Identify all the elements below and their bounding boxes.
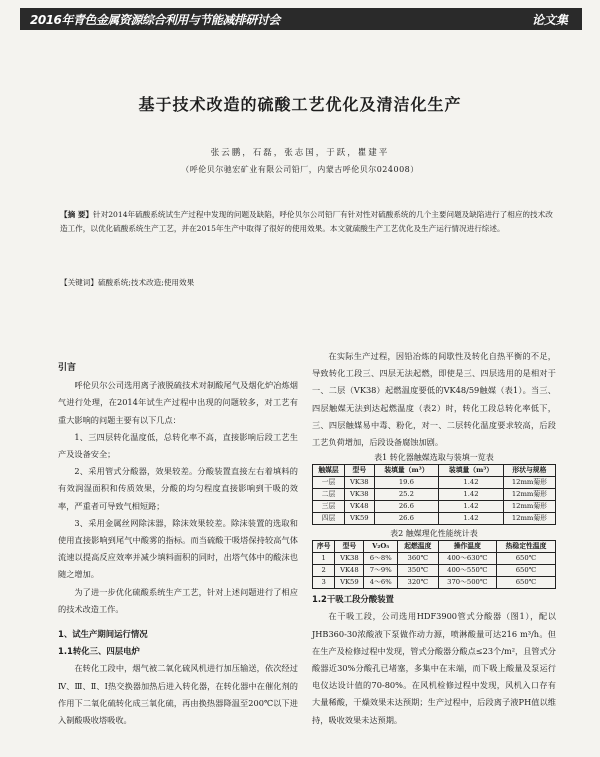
abstract-label: 【摘 要】 [60, 210, 94, 219]
table-cell: VK59 [335, 577, 364, 589]
table2-caption: 表2 触媒理化性能统计表 [390, 529, 478, 539]
table-header-cell: 起燃温度 [397, 541, 438, 553]
table-cell: 1.42 [439, 501, 504, 513]
table-cell: VK48 [335, 565, 364, 577]
table-cell: 1.42 [439, 513, 504, 525]
table-cell: 12mm菊形 [503, 501, 555, 513]
table-cell: 7～9% [364, 565, 398, 577]
table-cell: 12mm菊形 [503, 489, 555, 501]
table-header-cell: 热稳定性温度 [497, 541, 556, 553]
table-cell: 320℃ [397, 577, 438, 589]
table-cell: 26.6 [374, 501, 439, 513]
table-header-cell: 装填量（m³） [374, 465, 439, 477]
table-header-cell: 型号 [335, 541, 364, 553]
table-cell: 19.6 [374, 477, 439, 489]
table-header-cell: 触媒层 [313, 465, 345, 477]
table2-catalyst-properties [312, 540, 556, 589]
table-cell: 12mm菊形 [503, 513, 555, 525]
keywords-text: 硫酸系统;技术改造;使用效果 [97, 278, 195, 287]
table-row [313, 489, 556, 501]
table-cell: VK38 [335, 553, 364, 565]
table-cell: 2 [313, 565, 335, 577]
table-cell: 1.42 [439, 489, 504, 501]
intro-heading: 引言 [58, 363, 77, 373]
table1-catalyst-loading [312, 464, 556, 525]
paragraph: 呼伦贝尔公司选用离子液脱硫技术对制酸尾气及烟化炉冶炼烟气进行处理，在2014年试生产过程中出现的问题较多，对工艺有重大影响的问题主要有以下几点： [58, 380, 298, 425]
left-column [58, 360, 298, 729]
table-cell: 360℃ [397, 553, 438, 565]
subsection-heading: 1.2干吸工段分酸装置 [312, 594, 394, 605]
table-row [313, 553, 556, 565]
table-cell: 400～550℃ [438, 565, 496, 577]
table-cell: VK48 [345, 501, 375, 513]
table-cell: 四层 [313, 513, 345, 525]
table-cell: 12mm菊形 [503, 477, 555, 489]
table-cell: 一层 [313, 477, 345, 489]
table-cell: 650℃ [497, 565, 556, 577]
table-cell: VK38 [345, 477, 375, 489]
abstract-text: 针对2014年硫酸系统试生产过程中发现的问题及缺陷，呼伦贝尔公司铅厂有针对性对硫酸系统的几个主要问题及缺陷进行了相应的技术改造工作，以优化硫酸系统生产工艺，并在2015年生产中取得了很好的使用效果。本文就硫酸生产工艺优化及生产运行情况进行综述。 [60, 210, 553, 233]
paper-affiliation: （呼伦贝尔驰宏矿业有限公司铅厂，内蒙古呼伦贝尔024008） [181, 165, 419, 174]
paragraph: 2、采用管式分酸器，效果较差。分酸装置直接左右着填料的有效润湿面积和传质效果，分酸的均匀程度直接影响到干吸的效率，严重者可导致气相短路； [58, 466, 298, 511]
table-cell: 650℃ [497, 553, 556, 565]
table-cell: 三层 [313, 501, 345, 513]
table-cell: 3 [313, 577, 335, 589]
table-header-cell: 型号 [345, 465, 375, 477]
table-row [313, 577, 556, 589]
abstract-block [60, 208, 560, 236]
table-cell: 350℃ [397, 565, 438, 577]
section-heading: 1、试生产期间运行情况 [58, 629, 148, 640]
table-row [313, 477, 556, 489]
paper-authors: 张云鹏，石磊，张志国，于跃，瞿建平 [210, 148, 390, 158]
table-cell: 25.2 [374, 489, 439, 501]
table-cell: VK59 [345, 513, 375, 525]
table-header-cell: 序号 [313, 541, 335, 553]
table-cell: 26.6 [374, 513, 439, 525]
running-header [20, 8, 582, 30]
table-cell: 1.42 [439, 477, 504, 489]
table-cell: 370～500℃ [438, 577, 496, 589]
table-cell: 6～8% [364, 553, 398, 565]
paragraph: 在转化工段中，烟气被二氧化硫风机进行加压输送，依次经过Ⅳ、Ⅲ、Ⅱ、Ⅰ热交换器加热后进入转化器，在转化器中在催化剂的作用下二氧化硫转化成三氧化硫，再由换热器降温至200℃以下进入制酸吸收塔吸收。 [58, 663, 298, 726]
paragraph: 1、三四层转化温度低，总转化率不高，直接影响后段工艺生产及设备安全； [58, 431, 298, 460]
paper-title: 基于技术改造的硫酸工艺优化及清洁化生产 [138, 95, 462, 114]
keywords-block [60, 276, 560, 290]
table-header-cell: 操作温度 [438, 541, 496, 553]
table-cell: 二层 [313, 489, 345, 501]
table-header-cell: 装填量（m³） [439, 465, 504, 477]
table-cell: 650℃ [497, 577, 556, 589]
table-row [313, 513, 556, 525]
keywords-label: 【关键词】 [60, 278, 98, 287]
table-cell: 400～630℃ [438, 553, 496, 565]
table-cell: 1 [313, 553, 335, 565]
table1-caption: 表1 转化器触媒选取与装填一览表 [374, 453, 494, 463]
table-header-cell: V₂O₅ [364, 541, 398, 553]
paragraph: 为了进一步优化硫酸系统生产工艺，针对上述问题进行了相应的技术改造工作。 [58, 586, 298, 614]
table-row [313, 565, 556, 577]
paragraph: 在实际生产过程，因铅冶炼的间歇性及转化自热平衡的不足，导致转化工段三、四层无法起燃，即使是三、四层选用的是相对于一、二层（VK38）起燃温度要低的VK48/59触媒（表1）。当三、四层触媒无法到达起燃温度（表2）时，转化工段总转化率低下，三、四层触媒易中毒、粉化，对一、二层转化温度要求较高，后段工艺负荷增加，后段设备腐蚀加剧。 [312, 351, 556, 448]
table-row [313, 501, 556, 513]
table-header-cell: 形状与规格 [503, 465, 555, 477]
right-column [312, 348, 556, 729]
table-cell: VK38 [345, 489, 375, 501]
table-cell: 4～6% [364, 577, 398, 589]
header-conference-name: 2016年青色金属资源综合利用与节能减排研讨会 [30, 13, 280, 27]
subsection-heading: 1.1转化三、四层电炉 [58, 646, 140, 657]
header-section-name: 论文集 [531, 13, 568, 27]
paragraph: 3、采用金属丝网除沫器，除沫效果较差。除沫装置的选取和使用直接影响到尾气中酸雾的指标。而当硫酸干吸塔保持较高气体流速以提高反应效率并减少填料面积的同时，出塔气体中的酸沫也随之增加。 [58, 517, 298, 580]
paragraph: 在干吸工段，公司选用HDF3900管式分酸器（图1），配以JHB360-30浓酸液下泵做作动力源，喷淋酸量可达216 m³/h。但在生产及检修过程中发现，管式分酸器分酸点≤23个/m²，且管式分酸器近30%分酸孔已堵塞，多集中在末端，而下吸上酸量及泵运行电仪达设计值的70-80%。在风机检修过程中发现，风机入口存有大量稀酸，干燥效果未达预期；生产过程中，后段离子液PH值以维持，吸收效果未达预期。 [312, 611, 556, 725]
